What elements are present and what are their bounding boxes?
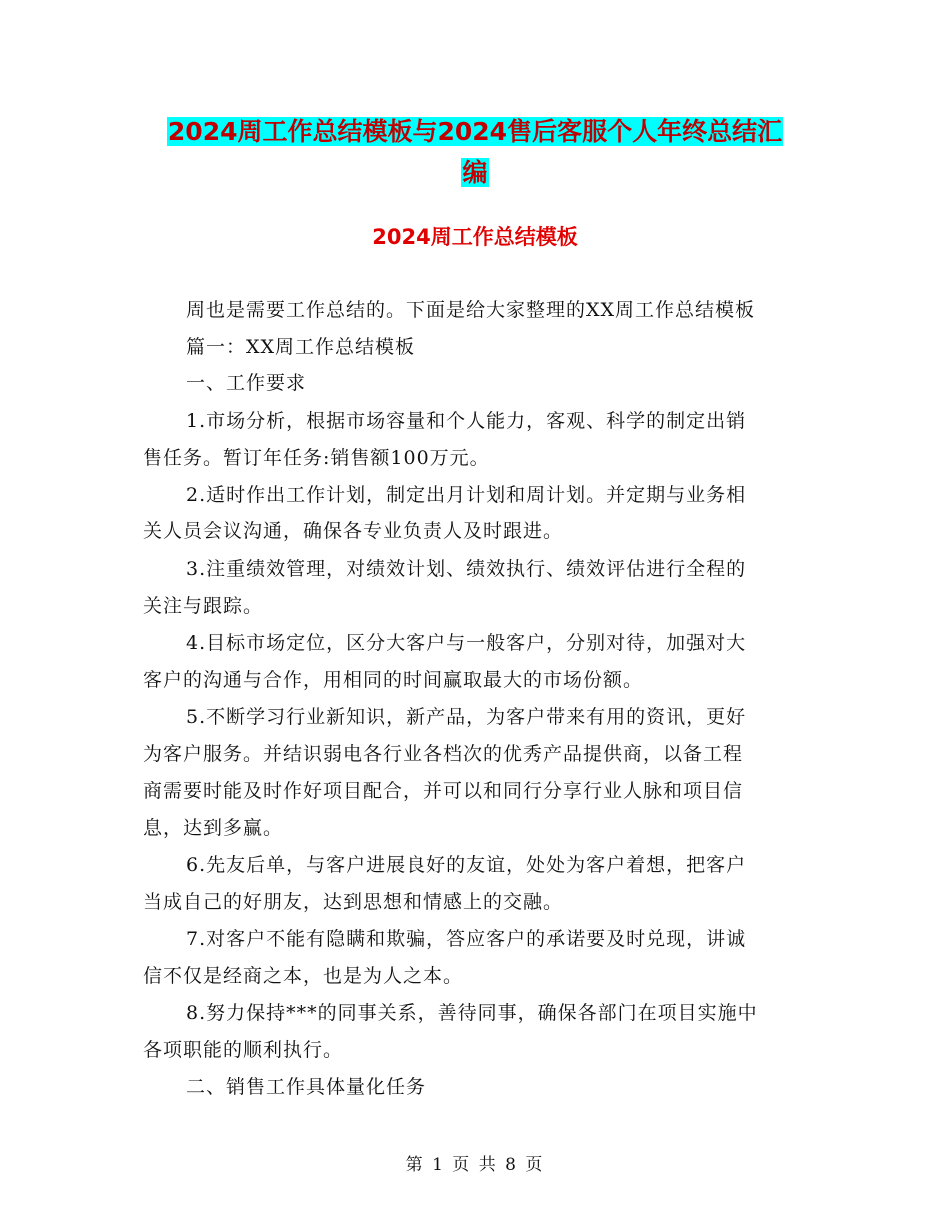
paragraph-line: 商需要时能及时作好项目配合，并可以和同行分享行业人脉和项目信 [143,780,744,802]
document-title [0,114,950,150]
page-footer: 第 1 页 共 8 页 [405,1155,545,1175]
paragraph-line: 客户的沟通与合作，用相同的时间赢取最大的市场份额。 [143,669,644,691]
paragraph-line: 5.不断学习行业新知识，新产品，为客户带来有用的资讯，更好 [186,706,747,728]
paragraph-line: 6.先友后单，与客户进展良好的友谊，处处为客户着想，把客户 [186,854,747,876]
paragraph-line: 8.努力保持***的同事关系，善待同事，确保各部门在项目实施中 [186,1002,758,1024]
document-title-line2: 编 [462,158,488,187]
document-title-line1: 2024周工作总结模板与2024售后客服个人年终总结汇 [167,117,783,146]
paragraph-line: 7.对客户不能有隐瞒和欺骗，答应客户的承诺要及时兑现，讲诚 [186,928,747,950]
paragraph-line: 关注与跟踪。 [143,595,264,617]
paragraph-line: 2.适时作出工作计划，制定出月计划和周计划。并定期与业务相 [186,484,747,506]
paragraph-line: 为客户服务。并结识弱电各行业各档次的优秀产品提供商，以备工程 [143,743,744,765]
paragraph-line: 息，达到多赢。 [143,817,284,839]
paragraph-line: 二、销售工作具体量化任务 [186,1076,427,1098]
paragraph-line: 1.市场分析，根据市场容量和个人能力，客观、科学的制定出销 [186,410,747,432]
paragraph-line: 信不仅是经商之本，也是为人之本。 [143,965,464,987]
paragraph-line: 一、工作要求 [186,372,307,394]
paragraph-line: 各项职能的顺利执行。 [143,1039,344,1061]
document-title-continued [0,155,950,191]
paragraph-line: 售任务。暂订年任务:销售额100万元。 [143,447,490,469]
paragraph-line: 4.目标市场定位，区分大客户与一般客户，分别对待，加强对大 [186,632,747,654]
paragraph-line: 当成自己的好朋友，达到思想和情感上的交融。 [143,891,564,913]
paragraph-line: 3.注重绩效管理，对绩效计划、绩效执行、绩效评估进行全程的 [186,558,747,580]
paragraph-line: 篇一：XX周工作总结模板 [186,336,416,358]
paragraph-line: 关人员会议沟通，确保各专业负责人及时跟进。 [143,520,564,542]
section-heading: 2024周工作总结模板 [372,225,578,249]
paragraph-line: 周也是需要工作总结的。下面是给大家整理的XX周工作总结模板 [186,299,756,321]
